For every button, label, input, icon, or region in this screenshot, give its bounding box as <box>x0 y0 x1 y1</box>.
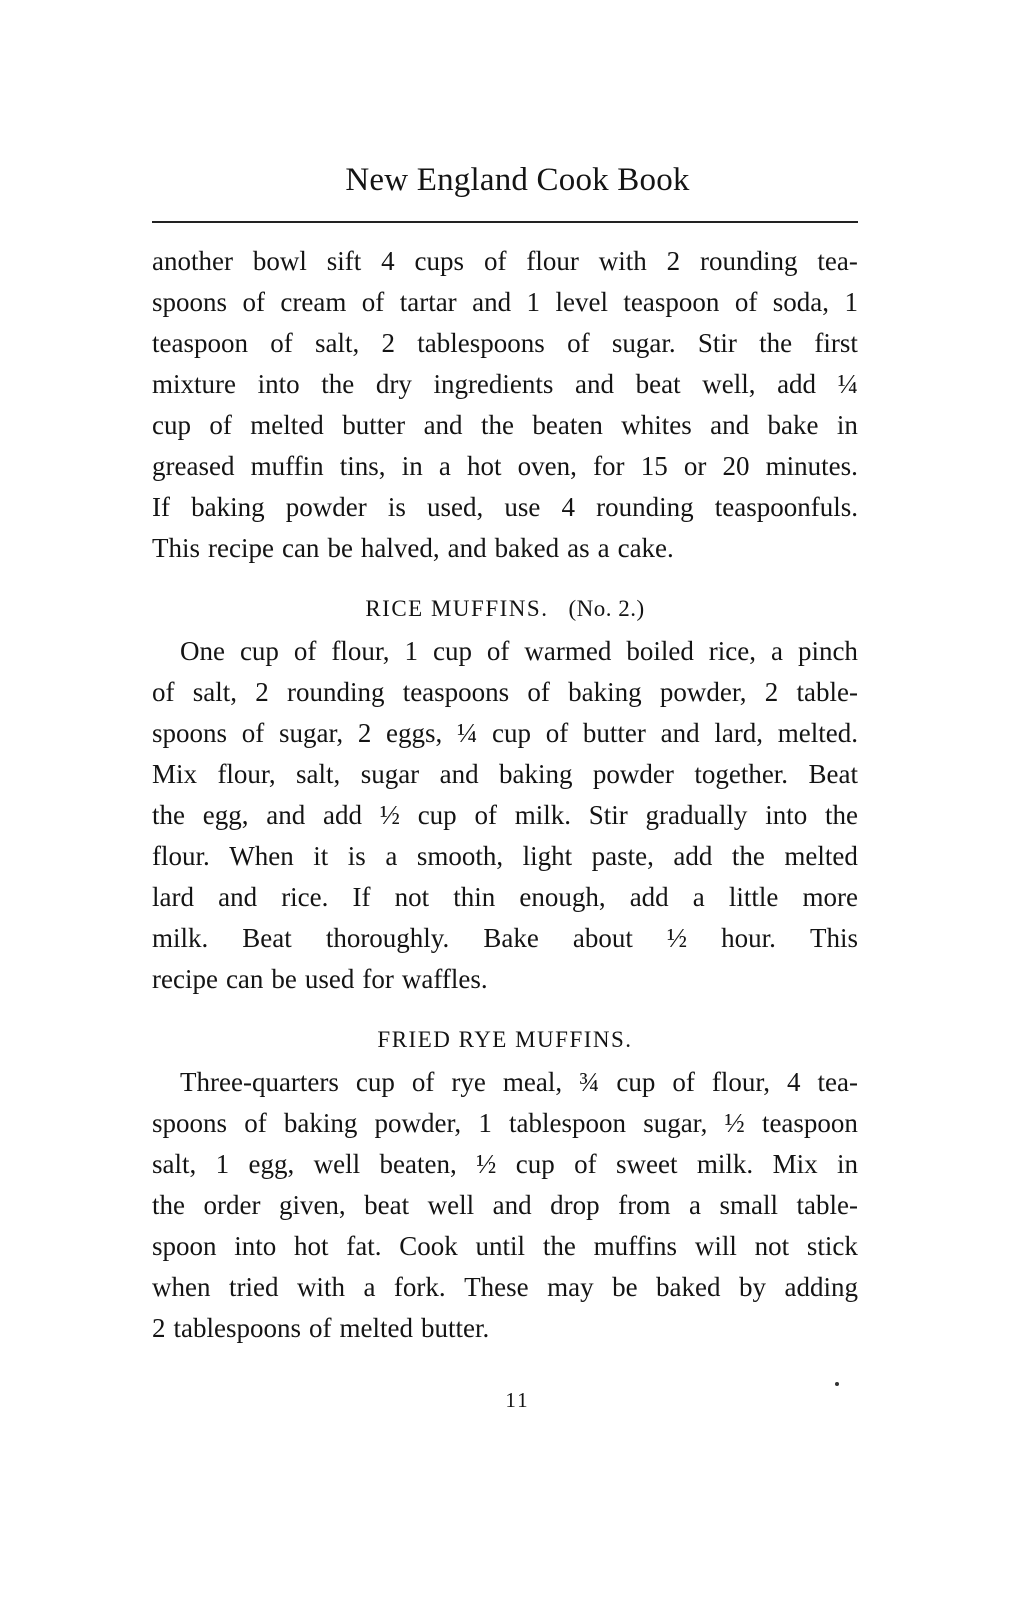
word: Mix <box>772 1149 818 1179</box>
word: cup <box>432 636 472 666</box>
word: cup <box>491 718 531 748</box>
word: well <box>313 1149 361 1179</box>
word: another <box>152 246 233 276</box>
word: sugar <box>360 759 420 789</box>
word: of <box>244 1108 267 1138</box>
word: 4 <box>787 1067 801 1097</box>
word: cup <box>239 636 279 666</box>
word: cup <box>355 1067 395 1097</box>
word: well <box>427 1190 475 1220</box>
word: fat. <box>346 1231 382 1261</box>
word: warmed <box>524 636 612 666</box>
word: 1 <box>526 287 541 317</box>
text-line <box>152 528 858 569</box>
word: ingredients <box>433 369 554 399</box>
word: the <box>152 800 185 830</box>
word: When <box>229 841 294 871</box>
text-line <box>152 754 858 795</box>
word: Cook <box>399 1231 458 1261</box>
text-line <box>152 631 858 672</box>
word: baked <box>656 1272 721 1302</box>
word: tins, <box>339 451 386 481</box>
word: a <box>438 451 451 481</box>
word: meal, <box>502 1067 563 1097</box>
text-line <box>152 241 858 282</box>
word: a <box>385 841 398 871</box>
word: flour, <box>711 1067 770 1097</box>
recipe-rice-muffins <box>152 588 858 1000</box>
word: a <box>689 1190 702 1220</box>
word: beaten, <box>379 1149 457 1179</box>
word: 1 <box>844 287 858 317</box>
word: of <box>209 410 232 440</box>
recipe-title: FRIED RYE MUFFINS. <box>377 1027 633 1052</box>
word: or <box>683 451 707 481</box>
word: baking <box>568 677 642 707</box>
word: until <box>475 1231 526 1261</box>
word: 1 <box>478 1108 492 1138</box>
word: milk. <box>696 1149 754 1179</box>
word: salt, <box>296 759 341 789</box>
word: in <box>401 451 423 481</box>
word: 2 <box>381 328 396 358</box>
word: tried <box>228 1272 279 1302</box>
word: stick <box>806 1231 858 1261</box>
word: by <box>738 1272 766 1302</box>
word: minutes. <box>765 451 858 481</box>
word: egg, <box>202 800 249 830</box>
recipe-title: RICE MUFFINS. <box>365 596 549 621</box>
word: into <box>234 1231 277 1261</box>
word: milk. <box>514 800 571 830</box>
word: of <box>486 636 510 666</box>
word: ¾ <box>579 1067 600 1097</box>
word: be <box>327 533 353 563</box>
word: enough, <box>519 882 606 912</box>
word: Beat <box>242 923 292 953</box>
word: and <box>439 759 479 789</box>
word: sugar, <box>643 1108 708 1138</box>
print-speck <box>835 1382 839 1386</box>
word: thin <box>453 882 496 912</box>
word: table- <box>796 677 858 707</box>
word: of <box>309 1313 332 1343</box>
text-line <box>152 959 858 1000</box>
word: adding <box>784 1272 858 1302</box>
word: the <box>542 1231 576 1261</box>
word: ½ <box>666 923 688 953</box>
word: it <box>313 841 329 871</box>
text-line <box>152 1103 858 1144</box>
word: waffles. <box>401 964 488 994</box>
word: for <box>593 451 625 481</box>
word: bowl <box>252 246 307 276</box>
word: table- <box>796 1190 858 1220</box>
word: with <box>296 1272 345 1302</box>
word: Stir <box>588 800 628 830</box>
word: a <box>363 1272 376 1302</box>
word: sugar. <box>611 328 676 358</box>
word: Stir <box>697 328 737 358</box>
word: tablespoon <box>509 1108 627 1138</box>
word: spoons <box>152 718 228 748</box>
word: in <box>836 410 858 440</box>
word: and <box>218 882 258 912</box>
word: is <box>387 492 406 522</box>
word: These <box>464 1272 529 1302</box>
word: tablespoons <box>173 1313 301 1343</box>
word: melted. <box>777 718 858 748</box>
word: If <box>152 492 170 522</box>
word: of <box>293 636 317 666</box>
word: and <box>660 718 700 748</box>
word: about <box>572 923 633 953</box>
page-number: 11 <box>505 1388 530 1412</box>
word: first <box>814 328 858 358</box>
word: cup <box>417 800 457 830</box>
word: recipe <box>152 964 218 994</box>
word: sift <box>326 246 362 276</box>
word: not <box>754 1231 790 1261</box>
word: This <box>809 923 858 953</box>
word: small <box>719 1190 779 1220</box>
word: hot <box>467 451 502 481</box>
word: ¼ <box>457 718 478 748</box>
word: from <box>618 1190 671 1220</box>
word: teaspoon <box>761 1108 858 1138</box>
word: powder <box>285 492 367 522</box>
text-line <box>152 713 858 754</box>
word: This <box>152 533 201 563</box>
word: order <box>203 1190 261 1220</box>
recipe-number: (No. 2.) <box>568 596 645 621</box>
word: Beat <box>808 759 858 789</box>
word: pinch <box>797 636 858 666</box>
word: baked <box>494 533 560 563</box>
word: of <box>672 1067 695 1097</box>
word: whites <box>621 410 692 440</box>
word: the <box>321 369 355 399</box>
word: powder, <box>374 1108 462 1138</box>
text-line <box>152 1308 858 1349</box>
word: of <box>545 718 569 748</box>
word: of <box>242 287 265 317</box>
word: ½ <box>724 1108 745 1138</box>
text-line <box>152 282 858 323</box>
word: beat <box>364 1190 410 1220</box>
word: beaten <box>532 410 603 440</box>
word: light <box>522 841 573 871</box>
text-line <box>152 1144 858 1185</box>
word: and <box>266 800 306 830</box>
word: add <box>322 800 362 830</box>
word: spoons <box>152 1108 228 1138</box>
word: a <box>770 636 783 666</box>
word: tea- <box>817 1067 858 1097</box>
text-line <box>152 1185 858 1226</box>
word: soda, <box>772 287 829 317</box>
word: the <box>731 841 765 871</box>
header-rule <box>152 221 858 223</box>
text-line <box>152 672 858 713</box>
word: cup <box>152 410 191 440</box>
word: rice, <box>708 636 757 666</box>
word: thoroughly. <box>325 923 450 953</box>
word: and <box>492 1190 532 1220</box>
word: and <box>423 410 463 440</box>
word: be <box>612 1272 638 1302</box>
word: flour, <box>331 636 390 666</box>
word: a <box>597 533 610 563</box>
word: of <box>527 677 550 707</box>
word: hot <box>294 1231 329 1261</box>
recipe-heading <box>152 588 858 629</box>
recipe-fried-rye-muffins <box>152 1019 858 1349</box>
word: used, <box>426 492 484 522</box>
word: a <box>692 882 705 912</box>
recipe-heading <box>152 1019 858 1060</box>
word: add <box>777 369 817 399</box>
text-line <box>152 405 858 446</box>
word: powder, <box>659 677 747 707</box>
word: butter <box>582 718 646 748</box>
word: baking <box>191 492 265 522</box>
word: may <box>547 1272 594 1302</box>
word: of <box>270 328 293 358</box>
word: recipe <box>208 533 274 563</box>
word: will <box>694 1231 737 1261</box>
word: cups <box>414 246 465 276</box>
word: is <box>347 841 366 871</box>
word: egg, <box>248 1149 295 1179</box>
word: bake <box>767 410 819 440</box>
text-line <box>152 487 858 528</box>
word: salt, <box>192 677 237 707</box>
word: ½ <box>379 800 400 830</box>
word: when <box>152 1272 211 1302</box>
word: 15 <box>640 451 668 481</box>
word: of <box>567 328 590 358</box>
word: 20 <box>722 451 750 481</box>
word: oven, <box>517 451 577 481</box>
word: eggs, <box>386 718 443 748</box>
word: lard, <box>714 718 764 748</box>
word: for <box>362 964 394 994</box>
word: 2 <box>152 1313 166 1343</box>
word: teaspoons <box>402 677 510 707</box>
word: little <box>728 882 779 912</box>
word: of <box>734 287 758 317</box>
word: more <box>802 882 858 912</box>
word: the <box>480 410 514 440</box>
word: Bake <box>483 923 539 953</box>
word: can <box>225 964 264 994</box>
page-body <box>152 241 858 1349</box>
word: 2 <box>357 718 372 748</box>
word: teaspoon <box>152 328 248 358</box>
word: rounding <box>700 246 798 276</box>
word: beat <box>635 369 681 399</box>
word: teaspoon <box>623 287 720 317</box>
word: the <box>824 800 858 830</box>
word: If <box>352 882 371 912</box>
word: melted <box>784 841 858 871</box>
word: of <box>152 677 175 707</box>
word: the <box>759 328 793 358</box>
word: cream <box>280 287 347 317</box>
word: Mix <box>152 759 198 789</box>
word: hour. <box>721 923 776 953</box>
word: salt, <box>315 328 360 358</box>
word: salt, <box>152 1149 197 1179</box>
word: smooth, <box>416 841 504 871</box>
word: fork. <box>393 1272 446 1302</box>
word: be <box>271 964 297 994</box>
text-line <box>152 1062 858 1103</box>
word: and <box>472 287 512 317</box>
word: butter. <box>420 1313 490 1343</box>
word: given, <box>278 1190 346 1220</box>
word: together. <box>694 759 789 789</box>
word: of <box>411 1067 435 1097</box>
word: gradually <box>645 800 748 830</box>
word: sweet <box>616 1149 678 1179</box>
text-line <box>152 364 858 405</box>
text-line <box>152 446 858 487</box>
word: add <box>629 882 669 912</box>
word: 2 <box>764 677 779 707</box>
word: dry <box>375 369 412 399</box>
word: rice. <box>281 882 329 912</box>
word: butter <box>342 410 406 440</box>
word: baking <box>499 759 573 789</box>
word: ½ <box>476 1149 497 1179</box>
word: of <box>574 1149 597 1179</box>
word: powder <box>592 759 674 789</box>
word: and <box>710 410 750 440</box>
word: baking <box>283 1108 358 1138</box>
word: into <box>257 369 300 399</box>
word: rounding <box>286 677 385 707</box>
word: halved, <box>360 533 440 563</box>
word: with <box>598 246 647 276</box>
word: and <box>575 369 615 399</box>
word: muffins <box>593 1231 678 1261</box>
word: in <box>836 1149 858 1179</box>
text-line <box>152 323 858 364</box>
text-line <box>152 877 858 918</box>
word: 1 <box>215 1149 230 1179</box>
word: as <box>567 533 590 563</box>
word: melted <box>339 1313 413 1343</box>
word: sugar, <box>278 718 344 748</box>
word: flour <box>526 246 579 276</box>
word: cup <box>515 1149 555 1179</box>
word: 2 <box>666 246 681 276</box>
word: tablespoons <box>417 328 545 358</box>
text-line <box>152 836 858 877</box>
word: tartar <box>399 287 457 317</box>
continuation-paragraph <box>152 241 858 569</box>
word: paste, <box>591 841 654 871</box>
word: One <box>180 636 225 666</box>
word: teaspoonfuls. <box>714 492 858 522</box>
word: lard <box>152 882 194 912</box>
word: of <box>241 718 265 748</box>
word: and <box>447 533 487 563</box>
text-line <box>152 1226 858 1267</box>
word: 2 <box>255 677 269 707</box>
word: of <box>474 800 497 830</box>
word: level <box>555 287 608 317</box>
word: 1 <box>404 636 418 666</box>
word: use <box>504 492 541 522</box>
word: well, <box>702 369 756 399</box>
word: the <box>152 1190 185 1220</box>
word: melted <box>250 410 324 440</box>
text-line <box>152 795 858 836</box>
word: 4 <box>561 492 575 522</box>
word: mixture <box>152 369 236 399</box>
word: greased <box>152 451 235 481</box>
word: cake. <box>617 533 674 563</box>
word: ¼ <box>837 369 858 399</box>
word: muffin <box>250 451 324 481</box>
word: boiled <box>626 636 694 666</box>
word: of <box>483 246 507 276</box>
word: rounding <box>596 492 694 522</box>
word: 4 <box>381 246 395 276</box>
running-head: New England Cook Book <box>345 162 690 198</box>
word: can <box>281 533 320 563</box>
word: rye <box>451 1067 486 1097</box>
word: add <box>673 841 713 871</box>
word: into <box>765 800 808 830</box>
word: drop <box>550 1190 600 1220</box>
word: of <box>361 287 385 317</box>
word: Three-quarters <box>180 1067 339 1097</box>
word: used <box>304 964 355 994</box>
text-line <box>152 918 858 959</box>
word: tea- <box>817 246 858 276</box>
word: flour, <box>217 759 276 789</box>
text-line <box>152 1267 858 1308</box>
word: spoon <box>152 1231 217 1261</box>
word: spoons <box>152 287 228 317</box>
word: cup <box>616 1067 656 1097</box>
word: not <box>394 882 430 912</box>
word: milk. <box>152 923 209 953</box>
word: flour. <box>152 841 210 871</box>
